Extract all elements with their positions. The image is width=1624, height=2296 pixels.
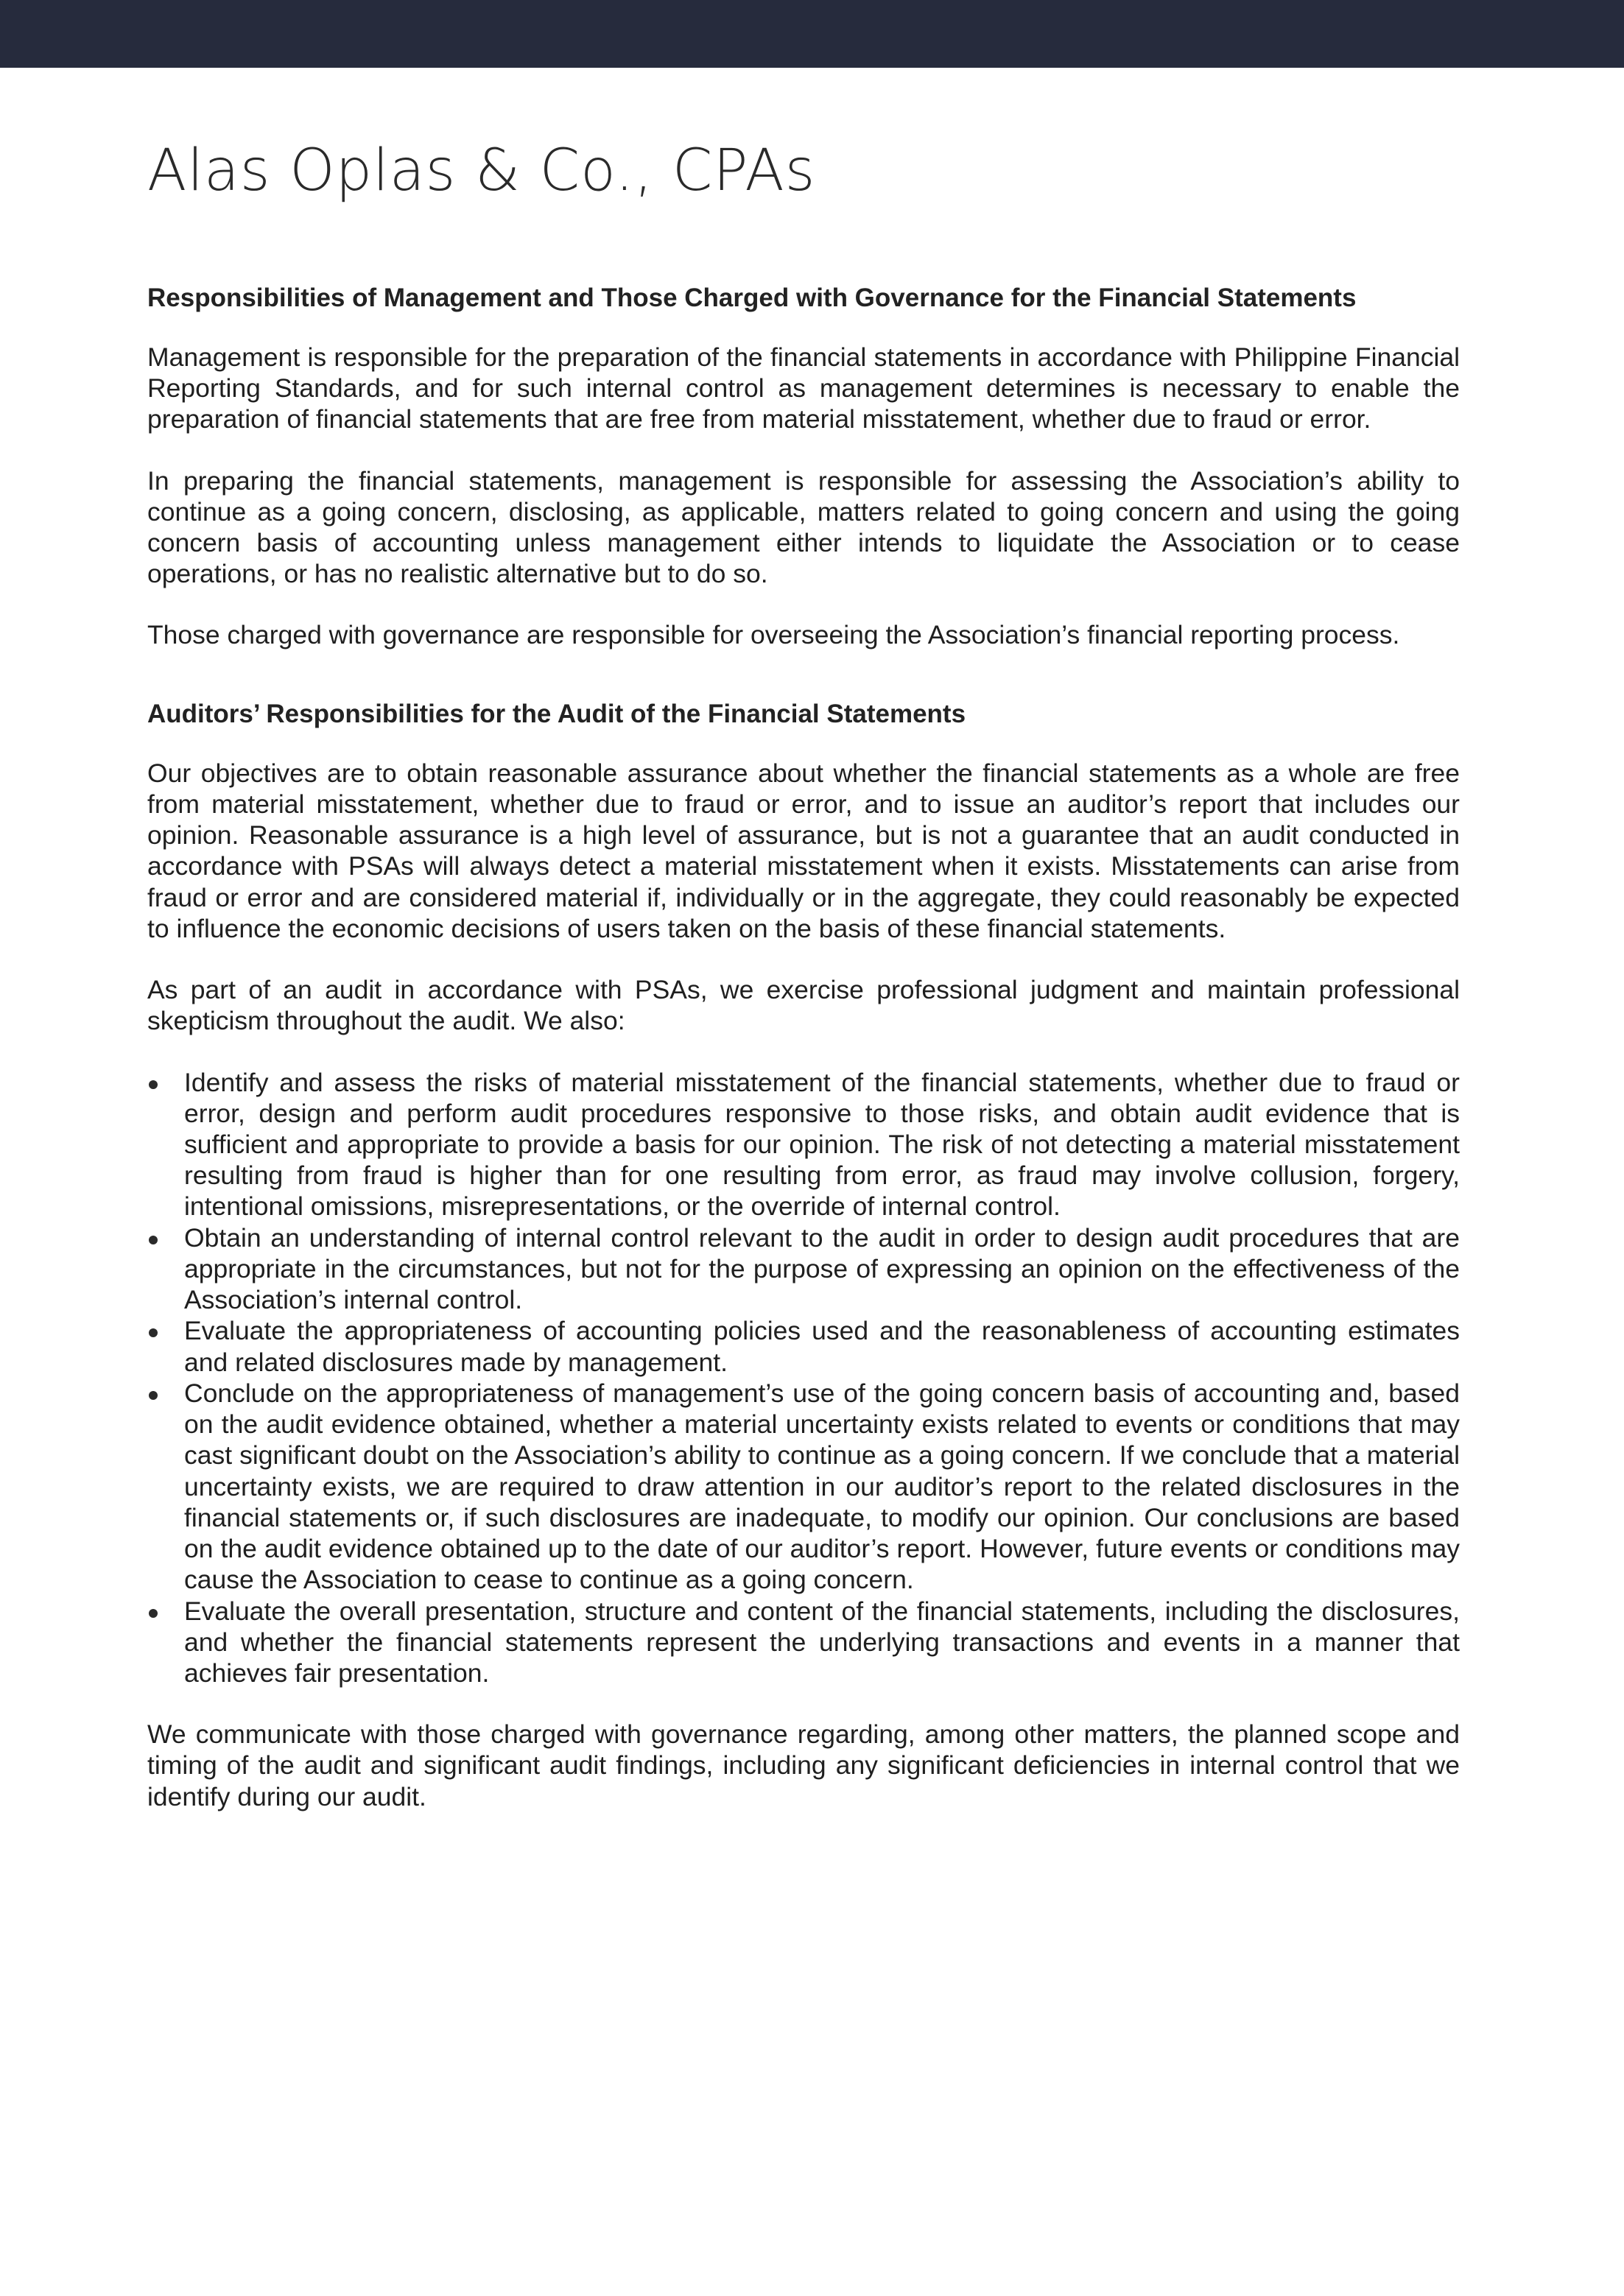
firm-name: Alas Oplas & Co., CPAs xyxy=(147,138,816,204)
document-page xyxy=(147,140,1460,1842)
list-item xyxy=(147,1378,1460,1596)
closing-paragraph: We communicate with those charged with governance regarding, among other matters, the planned scope and timing of the audit and significant audit findings, including any significant deficiencies in internal control that we identify during our audit. xyxy=(147,1719,1460,1811)
list-item xyxy=(147,1067,1460,1222)
paragraph: In preparing the financial statements, management is responsible for assessing the Association’s ability to continue as a going concern, disclosing, as applicable, matters related to going concern and using the going concern basis of accounting unless management either intends to liquidate the Association or to cease operations, or has no realistic alternative but to do so. xyxy=(147,465,1460,589)
auditors-responsibilities-section xyxy=(147,699,1460,1812)
paragraph: Management is responsible for the preparation of the financial statements in accordance with Philippine Financial Reporting Standards, and for such internal control as management determines is necessary to enable the preparation of financial statements that are free from material misstatement, whether due to fraud or error. xyxy=(147,342,1460,434)
bullet-icon xyxy=(149,1080,158,1089)
paragraph: Those charged with governance are responsible for overseeing the Association’s financial reporting process. xyxy=(147,620,1400,650)
list-item xyxy=(147,1596,1460,1689)
management-responsibilities-section xyxy=(147,283,1460,651)
list-item-text: Evaluate the overall presentation, structure and content of the financial statements, including the disclosures, and whether the financial statements represent the underlying transactions and events in a manner that achieves fair presentation. xyxy=(184,1596,1460,1688)
scan-top-band xyxy=(0,0,1624,68)
paragraph: As part of an audit in accordance with PSAs, we exercise professional judgment and maintain professional skepticism throughout the audit. We also: xyxy=(147,975,1460,1036)
paragraph: Our objectives are to obtain reasonable assurance about whether the financial statements as a whole are free from material misstatement, whether due to fraud or error, and to issue an auditor’s report that includes our opinion. Reasonable assurance is a high level of assurance, but is not a guarantee that an audit conducted in accordance with PSAs will always detect a material misstatement when it exists. Misstatements can arise from fraud or error and are considered material if, individually or in the aggregate, they could reasonably be expected to influence the economic decisions of users taken on the basis of these financial statements. xyxy=(147,758,1460,943)
audit-procedures-list xyxy=(147,1067,1460,1689)
bullet-icon xyxy=(149,1236,158,1244)
bullet-icon xyxy=(149,1609,158,1618)
list-item-text: Identify and assess the risks of material misstatement of the financial statements, whether due to fraud or error, design and perform audit procedures responsive to those risks, and obtain audit evidence that is sufficient and appropriate to provide a basis for our opinion. The risk of not detecting a material misstatement resulting from fraud is higher than for one resulting from error, as fraud may involve collusion, forgery, intentional omissions, misrepresentations, or the override of internal control. xyxy=(184,1067,1460,1222)
section-heading: Auditors’ Responsibilities for the Audit of the Financial Statements xyxy=(147,699,966,728)
list-item-text: Evaluate the appropriateness of accounting policies used and the reasonableness of accounting estimates and related disclosures made by management. xyxy=(184,1316,1460,1377)
list-item xyxy=(147,1315,1460,1377)
list-item xyxy=(147,1222,1460,1316)
list-item-text: Obtain an understanding of internal control relevant to the audit in order to design audit procedures that are appropriate in the circumstances, but not for the purpose of expressing an opinion on the effectiveness of the Association’s internal control. xyxy=(184,1222,1460,1315)
bullet-icon xyxy=(149,1391,158,1400)
section-spacer xyxy=(147,681,1460,699)
list-item-text: Conclude on the appropriateness of management’s use of the going concern basis of accounting and, based on the audit evidence obtained, whether a material uncertainty exists related to events or conditions that may cast significant doubt on the Association’s ability to continue as a going concern. If we conclude that a material uncertainty exists, we are required to draw attention in our auditor’s report to the related disclosures in the financial statements or, if such disclosures are inadequate, to modify our opinion. Our conclusions are based on the audit evidence obtained up to the date of our auditor’s report. However, future events or conditions may cause the Association to cease to continue as a going concern. xyxy=(184,1378,1460,1595)
bullet-icon xyxy=(149,1328,158,1337)
section-heading: Responsibilities of Management and Those Charged with Governance for the Financial Statements xyxy=(147,283,1357,312)
